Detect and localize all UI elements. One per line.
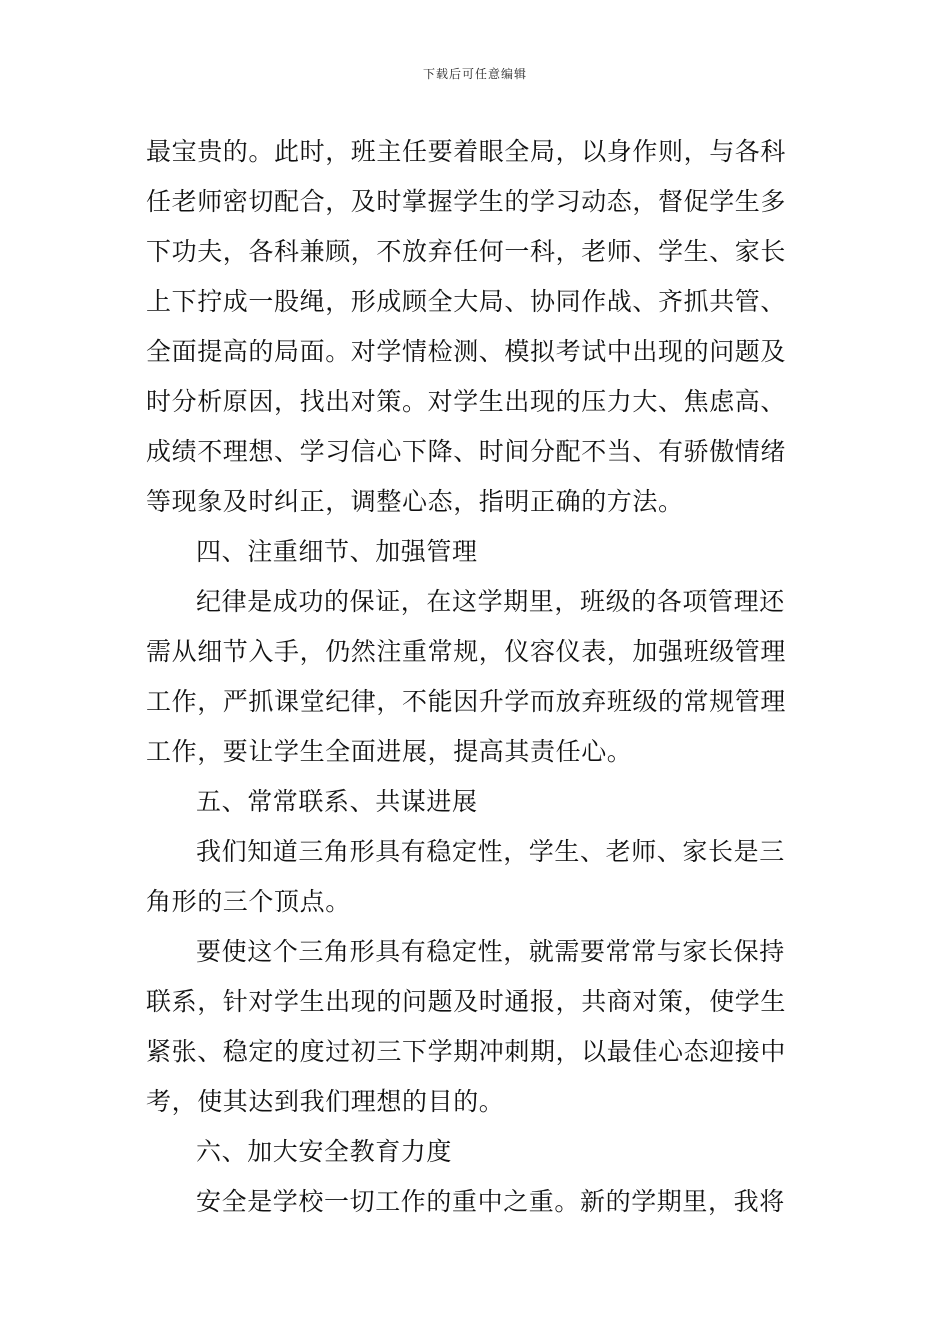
paragraph-line: 我们知道三角形具有稳定性，学生、老师、家长是三 (196, 837, 785, 866)
paragraph-line: 要使这个三角形具有稳定性，就需要常常与家长保持 (196, 937, 785, 966)
paragraph-line: 工作，严抓课堂纪律，不能因升学而放弃班级的常规管理 (146, 687, 787, 716)
section-heading: 六、加大安全教育力度 (196, 1137, 453, 1166)
paragraph-line: 时分析原因，找出对策。对学生出现的压力大、焦虑高、 (146, 387, 787, 416)
paragraph-line: 需从细节入手，仍然注重常规，仪容仪表，加强班级管理 (146, 637, 787, 666)
paragraph-line: 联系，针对学生出现的问题及时通报，共商对策，使学生 (146, 987, 787, 1016)
paragraph-line: 紧张、稳定的度过初三下学期冲刺期，以最佳心态迎接中 (146, 1037, 787, 1066)
paragraph-line: 角形的三个顶点。 (146, 887, 351, 916)
paragraph-line: 全面提高的局面。对学情检测、模拟考试中出现的问题及 (146, 337, 787, 366)
section-heading: 四、注重细节、加强管理 (196, 537, 478, 566)
paragraph-line: 最宝贵的。此时，班主任要着眼全局，以身作则，与各科 (146, 137, 787, 166)
document-body (146, 127, 808, 1227)
paragraph-line: 安全是学校一切工作的重中之重。新的学期里，我将 (196, 1187, 785, 1216)
paragraph-line: 等现象及时纠正，调整心态，指明正确的方法。 (146, 487, 684, 516)
paragraph-line: 考，使其达到我们理想的目的。 (146, 1087, 505, 1116)
paragraph-line: 工作，要让学生全面进展，提高其责任心。 (146, 737, 633, 766)
paragraph-line: 上下拧成一股绳，形成顾全大局、协同作战、齐抓共管、 (146, 287, 787, 316)
page-header: 下载后可任意编辑 (422, 67, 527, 81)
paragraph-line: 下功夫，各科兼顾，不放弃任何一科，老师、学生、家长 (146, 237, 787, 266)
paragraph-line: 纪律是成功的保证，在这学期里，班级的各项管理还 (196, 587, 785, 616)
paragraph-line: 任老师密切配合，及时掌握学生的学习动态，督促学生多 (146, 187, 787, 216)
section-heading: 五、常常联系、共谋进展 (196, 787, 478, 816)
paragraph-line: 成绩不理想、学习信心下降、时间分配不当、有骄傲情绪 (146, 437, 787, 466)
